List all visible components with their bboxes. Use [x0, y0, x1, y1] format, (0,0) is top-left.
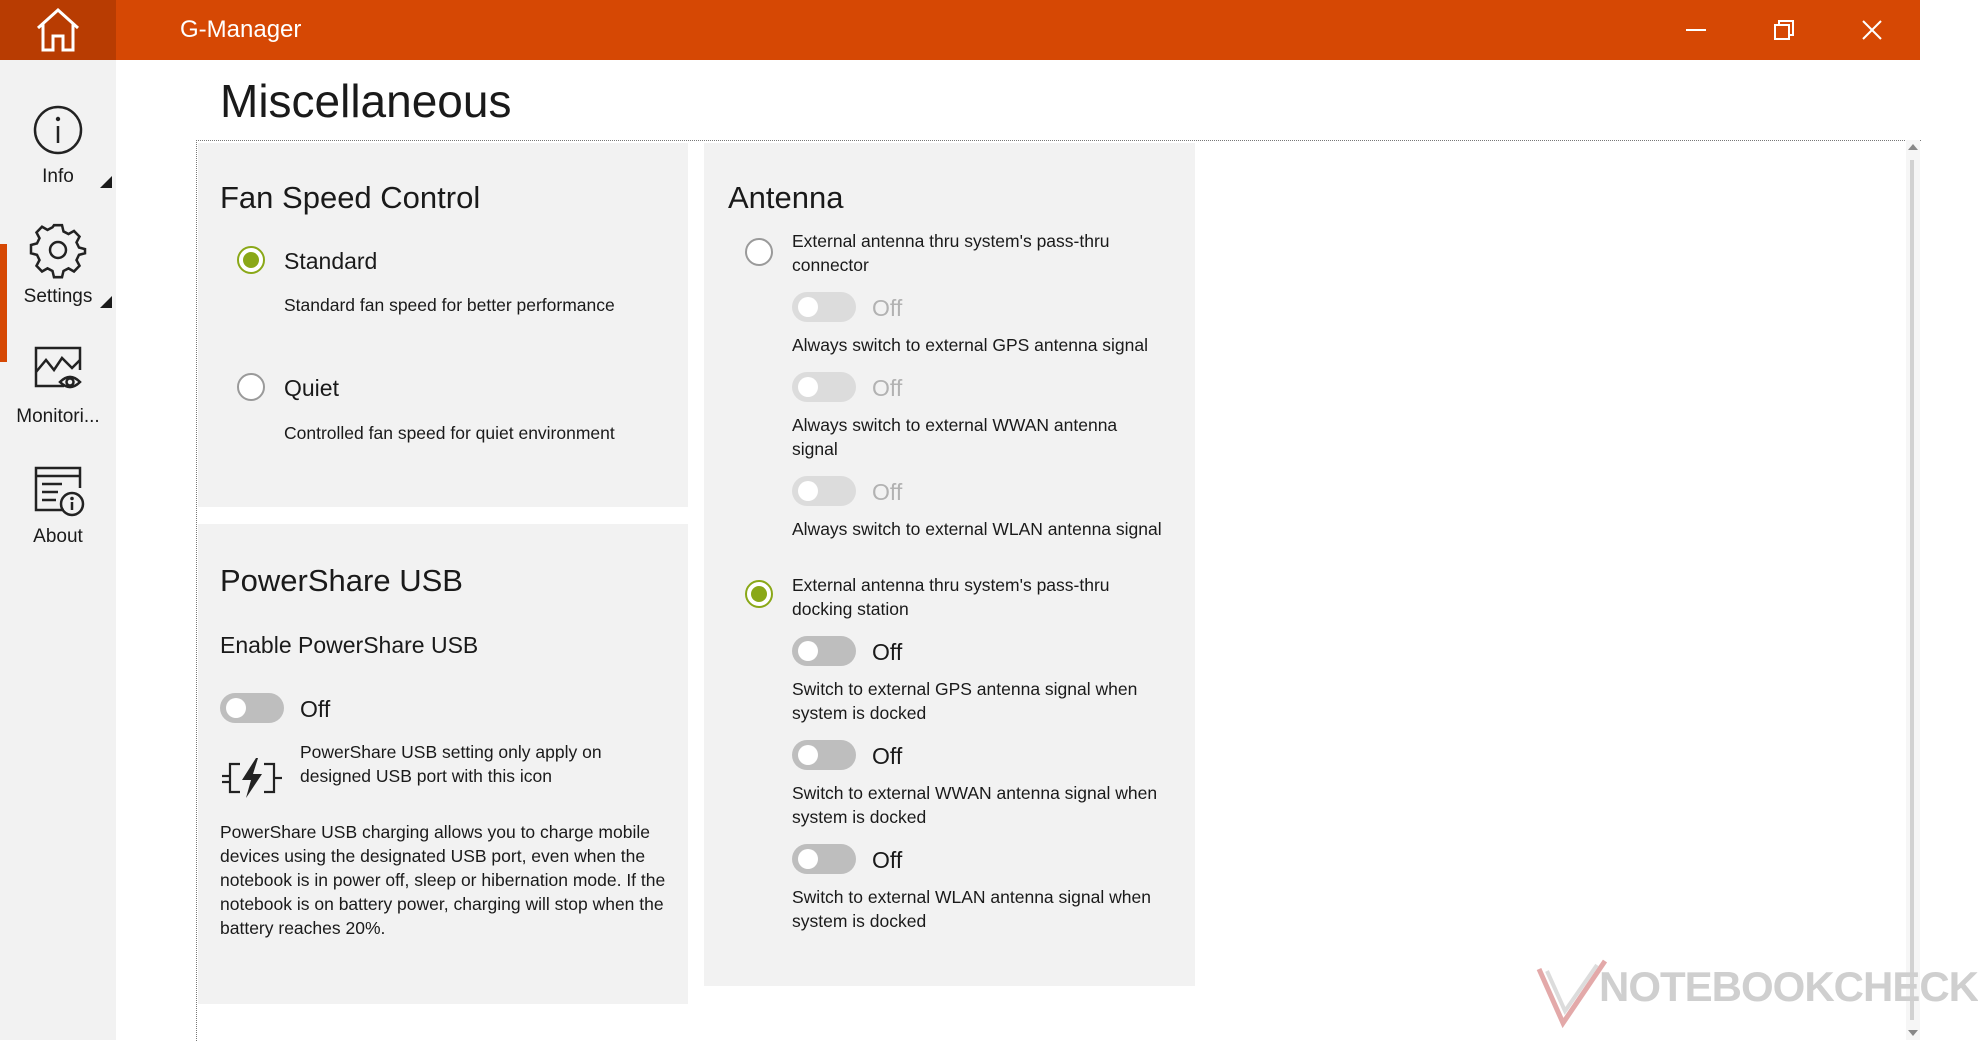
home-button[interactable] [0, 0, 116, 60]
powershare-toggle[interactable] [220, 693, 284, 723]
sidebar-item-label: Info [42, 166, 74, 187]
antenna-docking-radio[interactable] [745, 580, 773, 608]
sidebar-item-label: Settings [23, 286, 93, 307]
gps-always-toggle[interactable] [792, 292, 856, 322]
antenna-title: Antenna [728, 180, 844, 215]
info-icon [30, 102, 86, 158]
wlan-always-desc: Always switch to external WLAN antenna signal [792, 519, 1162, 539]
gear-icon [30, 222, 86, 278]
page-title: Miscellaneous [220, 75, 512, 127]
app-title: G-Manager [180, 16, 302, 43]
sidebar-item-label: Monitori... [16, 406, 100, 427]
close-icon [1860, 18, 1884, 42]
vertical-scrollbar[interactable] [1906, 140, 1920, 1040]
wwan-docked-toggle[interactable] [792, 740, 856, 770]
fan-quiet-label[interactable]: Quiet [284, 375, 339, 401]
wwan-always-state: Off [872, 375, 903, 401]
wwan-always-desc: Always switch to external WWAN antenna signal [792, 415, 1118, 459]
close-button[interactable] [1828, 0, 1916, 60]
restore-button[interactable] [1740, 0, 1828, 60]
fan-standard-radio[interactable] [237, 246, 265, 274]
title-bar [0, 0, 1920, 60]
gps-docked-desc: Switch to external GPS antenna signal when system is docked [792, 679, 1138, 723]
fan-speed-title: Fan Speed Control [220, 180, 481, 215]
fan-standard-label[interactable]: Standard [284, 248, 378, 274]
gps-docked-toggle[interactable] [792, 636, 856, 666]
home-icon [34, 6, 82, 54]
powershare-description: PowerShare USB charging allows you to charge mobile devices using the designated USB port, even when the notebook is in power off, sleep or hibernation mode. If the notebook is on battery power, charging will stop when the battery reaches 20%. [220, 822, 666, 938]
powershare-icon-note: PowerShare USB setting only apply on designed USB port with this icon [300, 742, 602, 786]
minimize-button[interactable] [1652, 0, 1740, 60]
scroll-thumb[interactable] [1910, 160, 1914, 1020]
scroll-up-icon[interactable] [1908, 144, 1918, 150]
powershare-title: PowerShare USB [220, 563, 463, 598]
enable-powershare-label: Enable PowerShare USB [220, 632, 479, 658]
wlan-docked-desc: Switch to external WLAN antenna signal when system is docked [792, 887, 1151, 931]
powershare-toggle-state: Off [300, 696, 331, 722]
sidebar-item-info[interactable] [0, 90, 116, 208]
about-icon [30, 462, 86, 518]
gps-always-desc: Always switch to external GPS antenna signal [792, 335, 1149, 355]
fan-quiet-radio[interactable] [237, 373, 265, 401]
gps-docked-state: Off [872, 639, 903, 665]
antenna-docking-label[interactable]: External antenna thru system's pass-thru docking station [792, 575, 1110, 619]
sidebar-item-monitoring[interactable] [0, 330, 116, 448]
gps-always-state: Off [872, 295, 903, 321]
powershare-usb-icon [220, 756, 284, 800]
sidebar-item-label: About [33, 526, 83, 547]
wwan-docked-desc: Switch to external WWAN antenna signal when system is docked [792, 783, 1158, 827]
expand-indicator [100, 176, 112, 188]
fan-standard-desc: Standard fan speed for better performance [284, 295, 615, 315]
expand-indicator [100, 296, 112, 308]
watermark-text: NOTEBOOKCHECK [1599, 963, 1978, 1010]
sidebar-item-settings[interactable] [0, 210, 116, 328]
sidebar-item-about[interactable] [0, 450, 116, 568]
antenna-connector-radio[interactable] [745, 238, 773, 266]
wwan-always-toggle[interactable] [792, 372, 856, 402]
wlan-always-toggle[interactable] [792, 476, 856, 506]
wwan-docked-state: Off [872, 743, 903, 769]
antenna-connector-label[interactable]: External antenna thru system's pass-thru connector [792, 231, 1110, 275]
wlan-docked-toggle[interactable] [792, 844, 856, 874]
restore-icon [1772, 18, 1796, 42]
fan-quiet-desc: Controlled fan speed for quiet environment [284, 423, 615, 443]
scroll-down-icon[interactable] [1908, 1030, 1918, 1036]
wlan-always-state: Off [872, 479, 903, 505]
minimize-icon [1684, 18, 1708, 42]
monitoring-icon [30, 342, 86, 398]
wlan-docked-state: Off [872, 847, 903, 873]
